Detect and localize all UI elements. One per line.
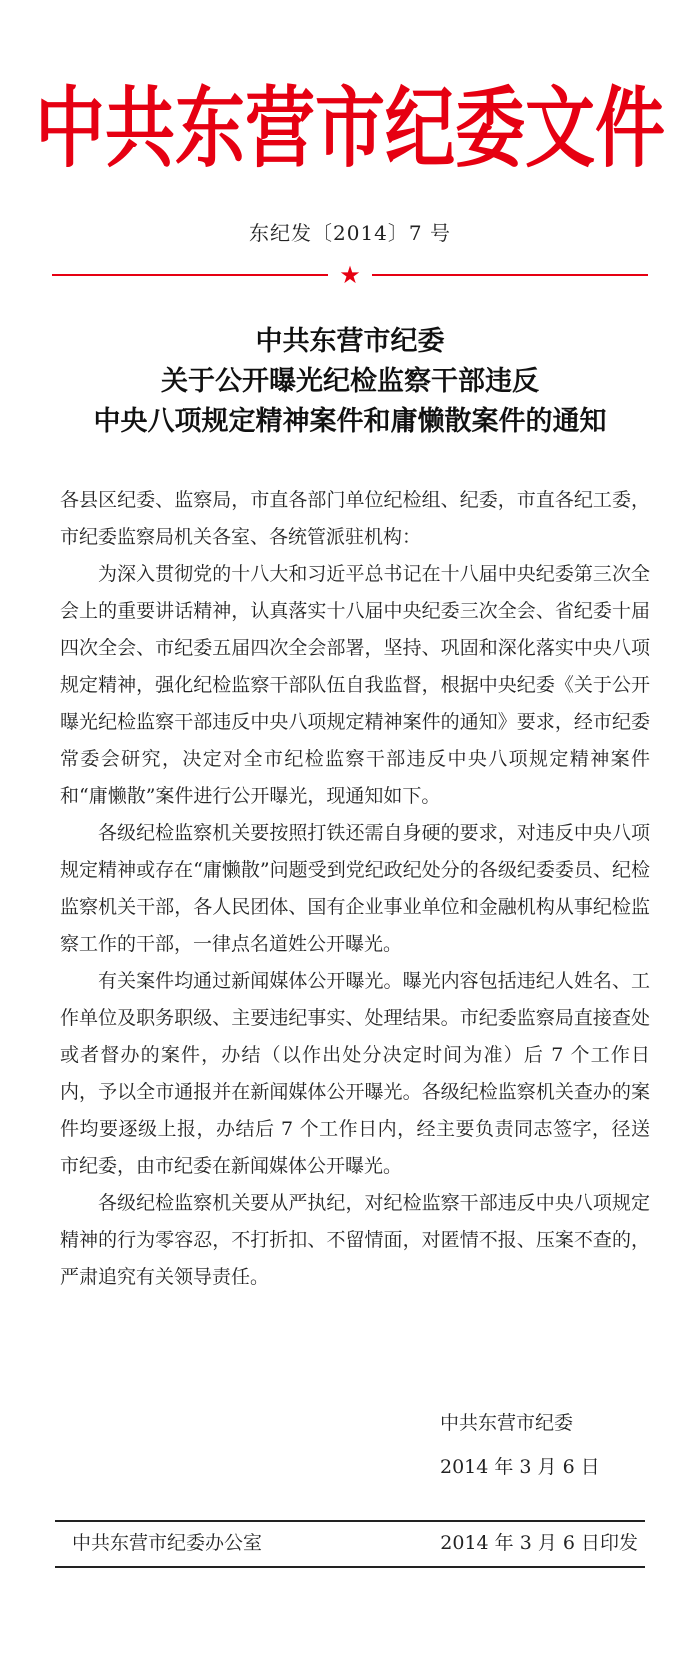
red-star-icon: ★: [339, 261, 361, 289]
title-line-1: 中共东营市纪委: [255, 326, 445, 357]
title-line-3: 中央八项规定精神案件和庸懒散案件的通知: [93, 406, 607, 437]
footer-top-rule: [55, 1520, 645, 1522]
footer-issuing-office: 中共东营市纪委办公室: [72, 1532, 263, 1554]
body-paragraph: 有关案件均通过新闻媒体公开曝光。曝光内容包括违纪人姓名、工作单位及职务职级、主要违纪事实、处理结果。市纪委监察局直接查处或者督办的案件，办结（以作出处分决定时间为准）后 7 个工作日内，予以全市通报并在新闻媒体公开曝光。各级纪检监察机关查办的案件均要逐级上报，办结后 7 个工作日内，经主要负责同志签字，径送市纪委，由市纪委在新闻媒体公开曝光。: [60, 970, 650, 1177]
signature-date: 2014 年 3 月 6 日: [440, 1456, 600, 1478]
document-number: 东纪发〔2014〕7 号: [249, 221, 451, 245]
body-paragraph: 各级纪检监察机关要按照打铁还需自身硬的要求，对违反中央八项规定精神或存在“庸懒散”问题受到党纪政纪处分的各级纪委委员、纪检监察机关干部，各人民团体、国有企业事业单位和金融机构从事纪检监察工作的干部，一律点名道姓公开曝光。: [60, 822, 650, 955]
document-title: [0, 322, 700, 442]
body-paragraph: 各级纪检监察机关要从严执纪，对纪检监察干部违反中央八项规定精神的行为零容忍，不打折扣、不留情面，对匿情不报、压案不查的，严肃追究有关领导责任。: [60, 1192, 650, 1288]
document-masthead: 中共东营市纪委文件: [35, 75, 665, 180]
title-line-2: 关于公开曝光纪检监察干部违反: [161, 366, 539, 397]
body-paragraph: 为深入贯彻党的十八大和习近平总书记在十八届中央纪委第三次全会上的重要讲话精神，认真落实十八届中央纪委三次全会、省纪委十届四次全会、市纪委五届四次全会部署，坚持、巩固和深化落实中央八项规定精神，强化纪检监察干部队伍自我监督，根据中央纪委《关于公开曝光纪检监察干部违反中央八项规定精神案件的通知》要求，经市纪委常委会研究，决定对全市纪检监察干部违反中央八项规定精神案件和“庸懒散”案件进行公开曝光，现通知如下。: [60, 563, 650, 807]
red-separator-rule: [52, 261, 648, 289]
signature-organization: 中共东营市纪委: [440, 1412, 574, 1434]
document-body: [60, 482, 650, 1296]
footer-print-date: 2014 年 3 月 6 日印发: [440, 1532, 638, 1554]
red-rule-right: [372, 274, 648, 276]
footer-bottom-rule: [55, 1566, 645, 1568]
red-rule-left: [52, 274, 328, 276]
addressee-paragraph: 各县区纪委、监察局，市直各部门单位纪检组、纪委，市直各纪工委，市纪委监察局机关各室、各统管派驻机构：: [60, 489, 650, 548]
